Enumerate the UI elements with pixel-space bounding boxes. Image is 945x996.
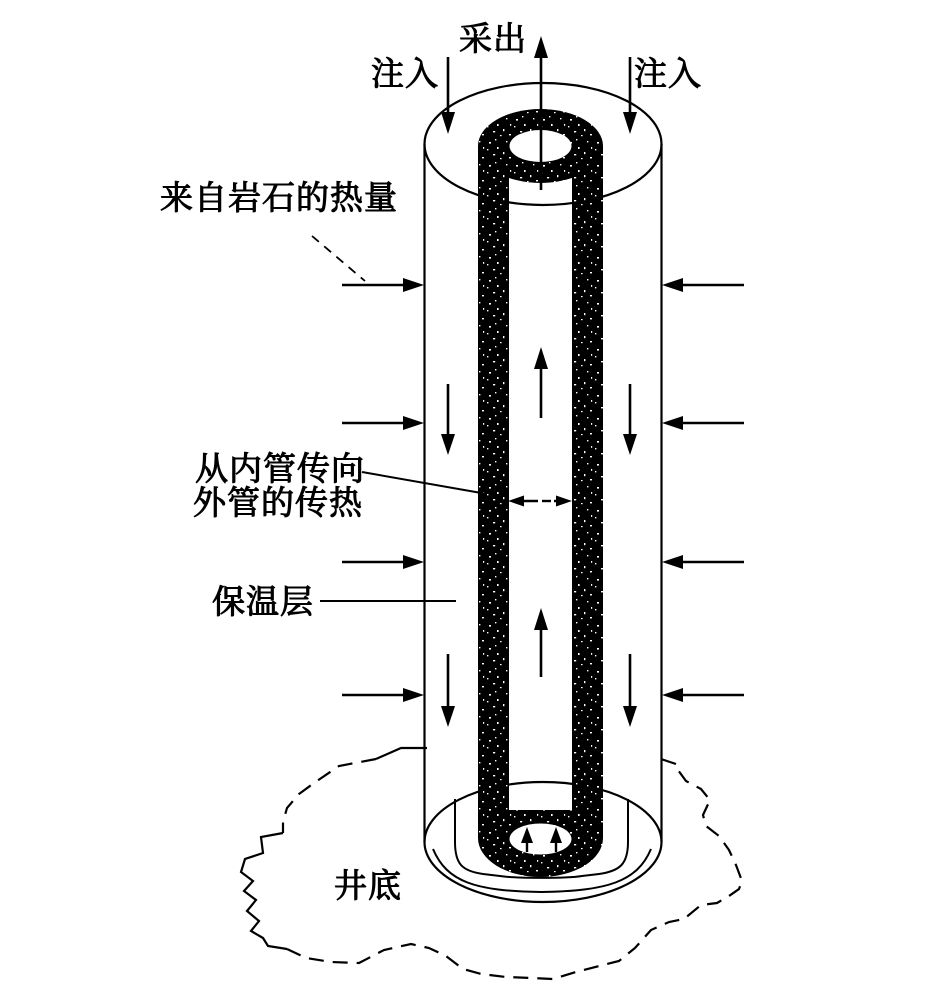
- rock-heat-arrows-right: [662, 278, 744, 702]
- label-heat-from-rock: 来自岩石的热量: [160, 181, 398, 217]
- rock-heat-leader-dashed: [312, 236, 365, 281]
- label-transfer-line1: 从内管传向: [195, 452, 365, 488]
- inner-pipe-up-arrows: [534, 347, 548, 677]
- label-inject-right: 注入: [634, 57, 702, 93]
- pipe-heat-transfer-arrows: [508, 496, 572, 507]
- label-insulation: 保温层: [212, 585, 314, 621]
- label-transfer-line2: 外管的传热: [193, 486, 363, 522]
- label-inject-left: 注入: [371, 57, 439, 93]
- outer-casing: [425, 83, 662, 902]
- annulus-down-arrows: [441, 384, 637, 727]
- label-well-bottom: 井底: [334, 869, 402, 905]
- rock-boundary-dashed-left: [283, 759, 376, 833]
- rock-boundary-solid-topright: [661, 759, 676, 764]
- insulated-inner-pipe: [478, 109, 603, 877]
- inner-pipe-left-wall: [478, 146, 509, 814]
- rock-boundary-solid-topleft: [376, 748, 427, 759]
- inner-pipe-right-wall: [572, 146, 603, 814]
- inner-pipe-bottom-opening: [510, 824, 572, 855]
- label-produced: 采出: [459, 22, 527, 58]
- rock-boundary-zigzag-left: [241, 833, 287, 949]
